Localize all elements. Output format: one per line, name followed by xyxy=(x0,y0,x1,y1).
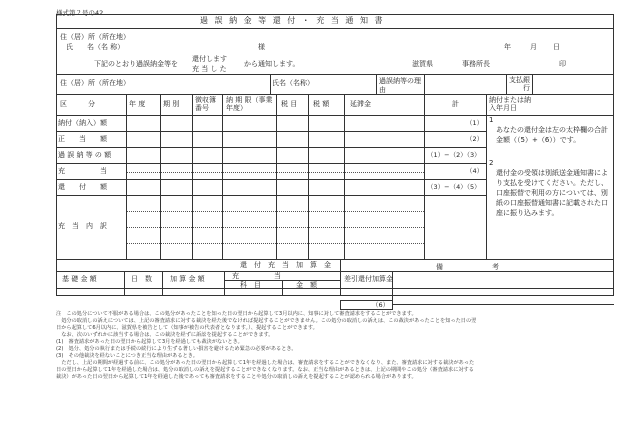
footnote-2: 処分の取消しの訴えについては、上記の審査請求に対する裁決を経た後でなければ提起することができません。この処分の取消しの訴えは、この裁決があったことを知った日の翌 xyxy=(56,318,477,324)
honorific: 様 xyxy=(258,43,265,51)
note-1-label: 1 xyxy=(489,116,494,124)
intro-option-appropriated: 充 当 し た xyxy=(192,65,227,73)
row-num-1: （1） xyxy=(466,119,484,127)
interest-subject-label: 科 目 xyxy=(240,281,261,289)
row-label-refund: 還 付 額 xyxy=(58,183,107,191)
intro-option-refund: 還付します xyxy=(192,55,227,63)
issuer-seal: 印 xyxy=(559,60,566,68)
row-num-3: （1）−（2）（3） xyxy=(427,151,481,159)
issuer-prefecture: 滋賀県 xyxy=(412,60,433,68)
header-delinquency: 延滞金 xyxy=(350,100,371,108)
header-category: 区 分 xyxy=(60,100,95,108)
header-period: 期 別 xyxy=(163,100,180,108)
footnote-5: (1) 審査請求があった日の翌日から起算して3月を経過しても裁決がないとき。 xyxy=(56,339,243,345)
row-num-5: （3）−（4）（5） xyxy=(427,183,481,191)
info-address-label: 住（居）所（所在地） xyxy=(60,79,130,87)
header-deadline: 納 期 限（事業年度） xyxy=(226,96,273,112)
intro-suffix: から通知します。 xyxy=(244,60,300,68)
interest-amount-label: 加 算 金 額 xyxy=(170,275,205,283)
header-paid-date: 納付または納入年月日 xyxy=(489,96,531,112)
interest-diff-label: 差引還付加算金 xyxy=(344,275,393,283)
footnote-8: ただし、上記の期間が経過する前に、この処分があった日の翌日から起算して1年を経過した場合は、審査請求をすることができなくなり、また、審査請求に対する裁決があった xyxy=(56,360,475,366)
row-label-appropriation: 充 当 xyxy=(58,167,107,175)
info-name-label: 氏名（名称） xyxy=(272,79,314,87)
note-2-text: 還付金の受領は別紙送金通知書により支払を受けてください。ただし、口座振替で利用の方については、別紙の口座振替通知書に記載された口座に振り込みます。 xyxy=(496,169,608,217)
row-label-breakdown: 充 当 内 訳 xyxy=(58,222,107,230)
document-title: 過 誤 納 金 等 還 付 ・ 充 当 通 知 書 xyxy=(200,16,385,25)
footnote-4: なお、次のいずれかに該当する場合は、この裁決を経ずに訴訟を提起することができます。 xyxy=(56,332,274,338)
header-tax-amount: 税 額 xyxy=(313,100,330,108)
footnote-1: 注 この処分について不服がある場合は、この処分があったことを知った日の翌日から起算して3月以内に、知事に対して審査請求をすることができます。 xyxy=(56,311,417,317)
row-label-overpaid: 過 誤 納 等 の 額 xyxy=(58,151,112,159)
address-label: 住（居）所（所在地） xyxy=(60,33,130,41)
form-number: 様式第２号の42 xyxy=(56,9,104,17)
info-reason-label: 過誤納等の理由 xyxy=(379,77,421,94)
date-year: 年 xyxy=(504,43,511,51)
date-day: 日 xyxy=(553,43,560,51)
issuer-office: 事務所長 xyxy=(462,60,490,68)
interest-remarks-label: 備 考 xyxy=(436,263,500,271)
interest-base-label: 基 礎 金 額 xyxy=(62,275,97,283)
interest-days-label: 日 数 xyxy=(131,275,152,283)
date-month: 月 xyxy=(530,43,537,51)
row-label-proper: 正 当 額 xyxy=(58,135,107,143)
row-num-2: （2） xyxy=(466,135,484,143)
footnote-10: 裁決）があった日の翌日から起算して1年を経過した後であっても審査請求をすることや処分の取消しの訴えを提起することが認められる場合があります。 xyxy=(56,374,417,380)
header-total: 計 xyxy=(452,100,459,108)
interest-title: 還 付 充 当 加 算 金 xyxy=(240,261,331,269)
header-year: 年 度 xyxy=(129,100,146,108)
footnote-7: (3) その他裁決を経ないことにつき正当な理由があるとき。 xyxy=(56,353,198,359)
note-1-text: あなたの還付金は左の太枠欄の合計金額（（5）+（6））です。 xyxy=(496,126,608,144)
footnote-6: (2) 処分、処分の執行または手続の続行により生ずる著しい損害を避けるため緊急の必要があるとき。 xyxy=(56,346,297,352)
info-branch-label: 支払銀行 xyxy=(509,76,530,92)
row-num-4: （4） xyxy=(466,167,484,175)
intro-prefix: 下記のとおり過誤納金等を xyxy=(94,60,178,68)
footnote-9: 日の翌日から起算して1年を経過した場合は、処分の取消しの訴えを提起することができなくなります。なお、正当な理由があるときは、上記の期間やこの処分（審査請求に対する xyxy=(56,367,474,373)
header-ledger: 徴収簿番号 xyxy=(195,96,216,112)
note-2-label: 2 xyxy=(489,159,494,167)
name-label: 氏 名（名 称） xyxy=(66,43,125,51)
interest-six-label: （6） xyxy=(372,301,390,309)
form-outer-frame xyxy=(56,14,614,296)
interest-money-label: 金 額 xyxy=(296,281,317,289)
footnote-3: 日から起算して6月以内に、滋賀県を被告として（知事が被告の代表者となります。）、提起することができます。 xyxy=(56,325,318,331)
header-tax-item: 税 目 xyxy=(281,100,298,108)
interest-appropriation-label: 充 当 xyxy=(232,272,281,280)
row-label-paid: 納付（納入）額 xyxy=(58,119,107,127)
